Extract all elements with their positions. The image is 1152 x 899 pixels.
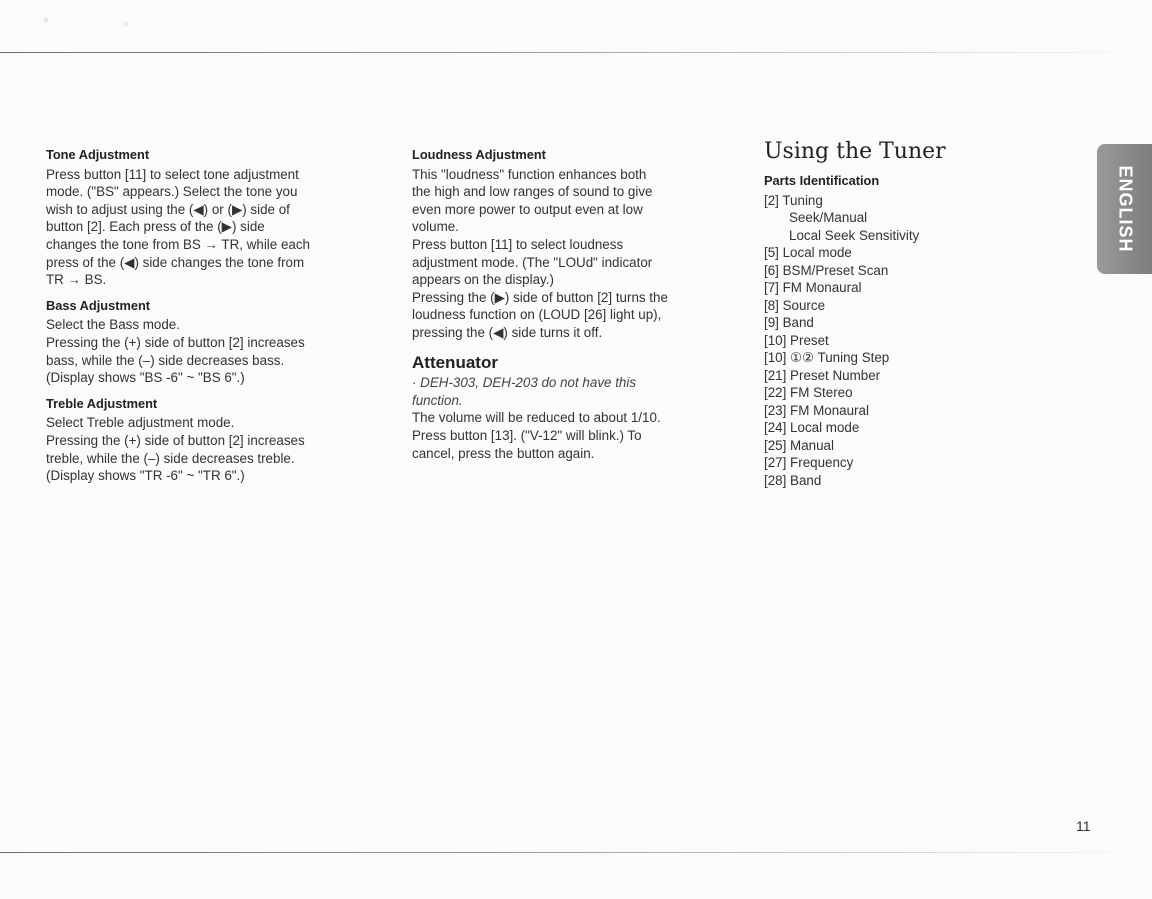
language-tab [1097,144,1152,274]
parts-identification-heading: Parts Identification [764,173,880,188]
treble-line: Select Treble adjustment mode. [46,415,235,431]
treble-adjustment-heading: Treble Adjustment [46,395,158,411]
parts-list-item: [22] FM Stereo [764,385,853,401]
page-number: 11 [1076,818,1091,834]
tone-line: wish to adjust using the (◀) or (▶) side of [46,201,290,217]
bottom-rule [0,852,1152,853]
bass-line: Pressing the (+) side of button [2] increases [46,334,305,350]
parts-list-item: [24] Local mode [764,420,860,436]
tone-line: button [2]. Each press of the (▶) side [46,219,265,235]
loudness-line: adjustment mode. (The "LOUd" indicator [412,254,653,270]
parts-list-item: [8] Source [764,297,826,313]
loudness-line: pressing the (◀) side turns it off. [412,324,603,340]
bass-line: Select the Bass mode. [46,317,180,333]
parts-list-item: [5] Local mode [764,245,852,261]
treble-adjustment-text [46,414,382,484]
attenuator-heading: Attenuator [412,352,498,372]
parts-list-item: Local Seek Sensitivity [789,227,920,243]
attenuator-line: The volume will be reduced to about 1/10. [412,410,661,426]
parts-list-item: [23] FM Monaural [764,402,869,418]
treble-line: Pressing the (+) side of button [2] increases [46,432,305,448]
column-tone [46,146,382,485]
parts-list-item: [9] Band [764,315,814,331]
tone-adjustment-text [46,166,382,289]
column-loudness [412,146,742,462]
attenuator-line: Press button [13]. ("V-12" will blink.) To [412,427,642,443]
treble-line: (Display shows "TR -6" ~ "TR 6".) [46,468,245,484]
parts-list-item: [2] Tuning [764,192,823,208]
parts-list-item: [7] FM Monaural [764,280,862,296]
attenuator-note-line: function. [412,392,463,408]
column-tuner [764,139,994,489]
parts-list [764,192,994,490]
parts-list-item: Seek/Manual [789,210,868,226]
tone-line: mode. ("BS" appears.) Select the tone you [46,184,298,200]
attenuator-note [412,374,742,409]
attenuator-note-line: · DEH-303, DEH-203 do not have this [412,375,637,391]
tone-line: TR → BS. [46,272,107,288]
tone-adjustment-heading: Tone Adjustment [46,147,150,162]
loudness-line: loudness function on (LOUD [26] light up), [412,307,662,323]
parts-list-item: [6] BSM/Preset Scan [764,262,889,278]
tone-line: press of the (◀) side changes the tone from [46,254,305,270]
bass-adjustment-heading: Bass Adjustment [46,297,151,313]
bass-line: (Display shows "BS -6" ~ "BS 6".) [46,370,245,386]
treble-line: treble, while the (–) side decreases treble. [46,450,295,466]
bass-line: bass, while the (–) side decreases bass. [46,352,285,368]
parts-list-item: [25] Manual [764,437,834,453]
parts-list-item: [10] Preset [764,332,829,348]
loudness-line: the high and low ranges of sound to give [412,184,653,200]
loudness-line: volume. [412,219,459,235]
loudness-adjustment-heading: Loudness Adjustment [412,147,546,162]
parts-list-item: [10] ①② Tuning Step [764,350,890,366]
loudness-line: Press button [11] to select loudness [412,236,624,252]
scan-artifact [6,12,206,32]
parts-list-item: [27] Frequency [764,455,854,471]
tone-line: changes the tone from BS → TR, while each [46,236,310,252]
attenuator-line: cancel, press the button again. [412,445,595,461]
bass-adjustment-text [46,316,382,386]
loudness-line: This "loudness" function enhances both [412,166,647,182]
attenuator-text [412,409,742,462]
loudness-line: appears on the display.) [412,272,554,288]
language-tab-label: ENGLISH [1115,165,1135,253]
parts-list-item: [28] Band [764,472,822,488]
parts-list-item: [21] Preset Number [764,367,881,383]
loudness-adjustment-text [412,166,742,342]
using-the-tuner-heading: Using the Tuner [764,139,946,164]
top-rule [0,52,1152,53]
loudness-line: Pressing the (▶) side of button [2] turns the [412,289,668,305]
tone-line: Press button [11] to select tone adjustment [46,166,299,182]
loudness-line: even more power to output even at low [412,201,643,217]
